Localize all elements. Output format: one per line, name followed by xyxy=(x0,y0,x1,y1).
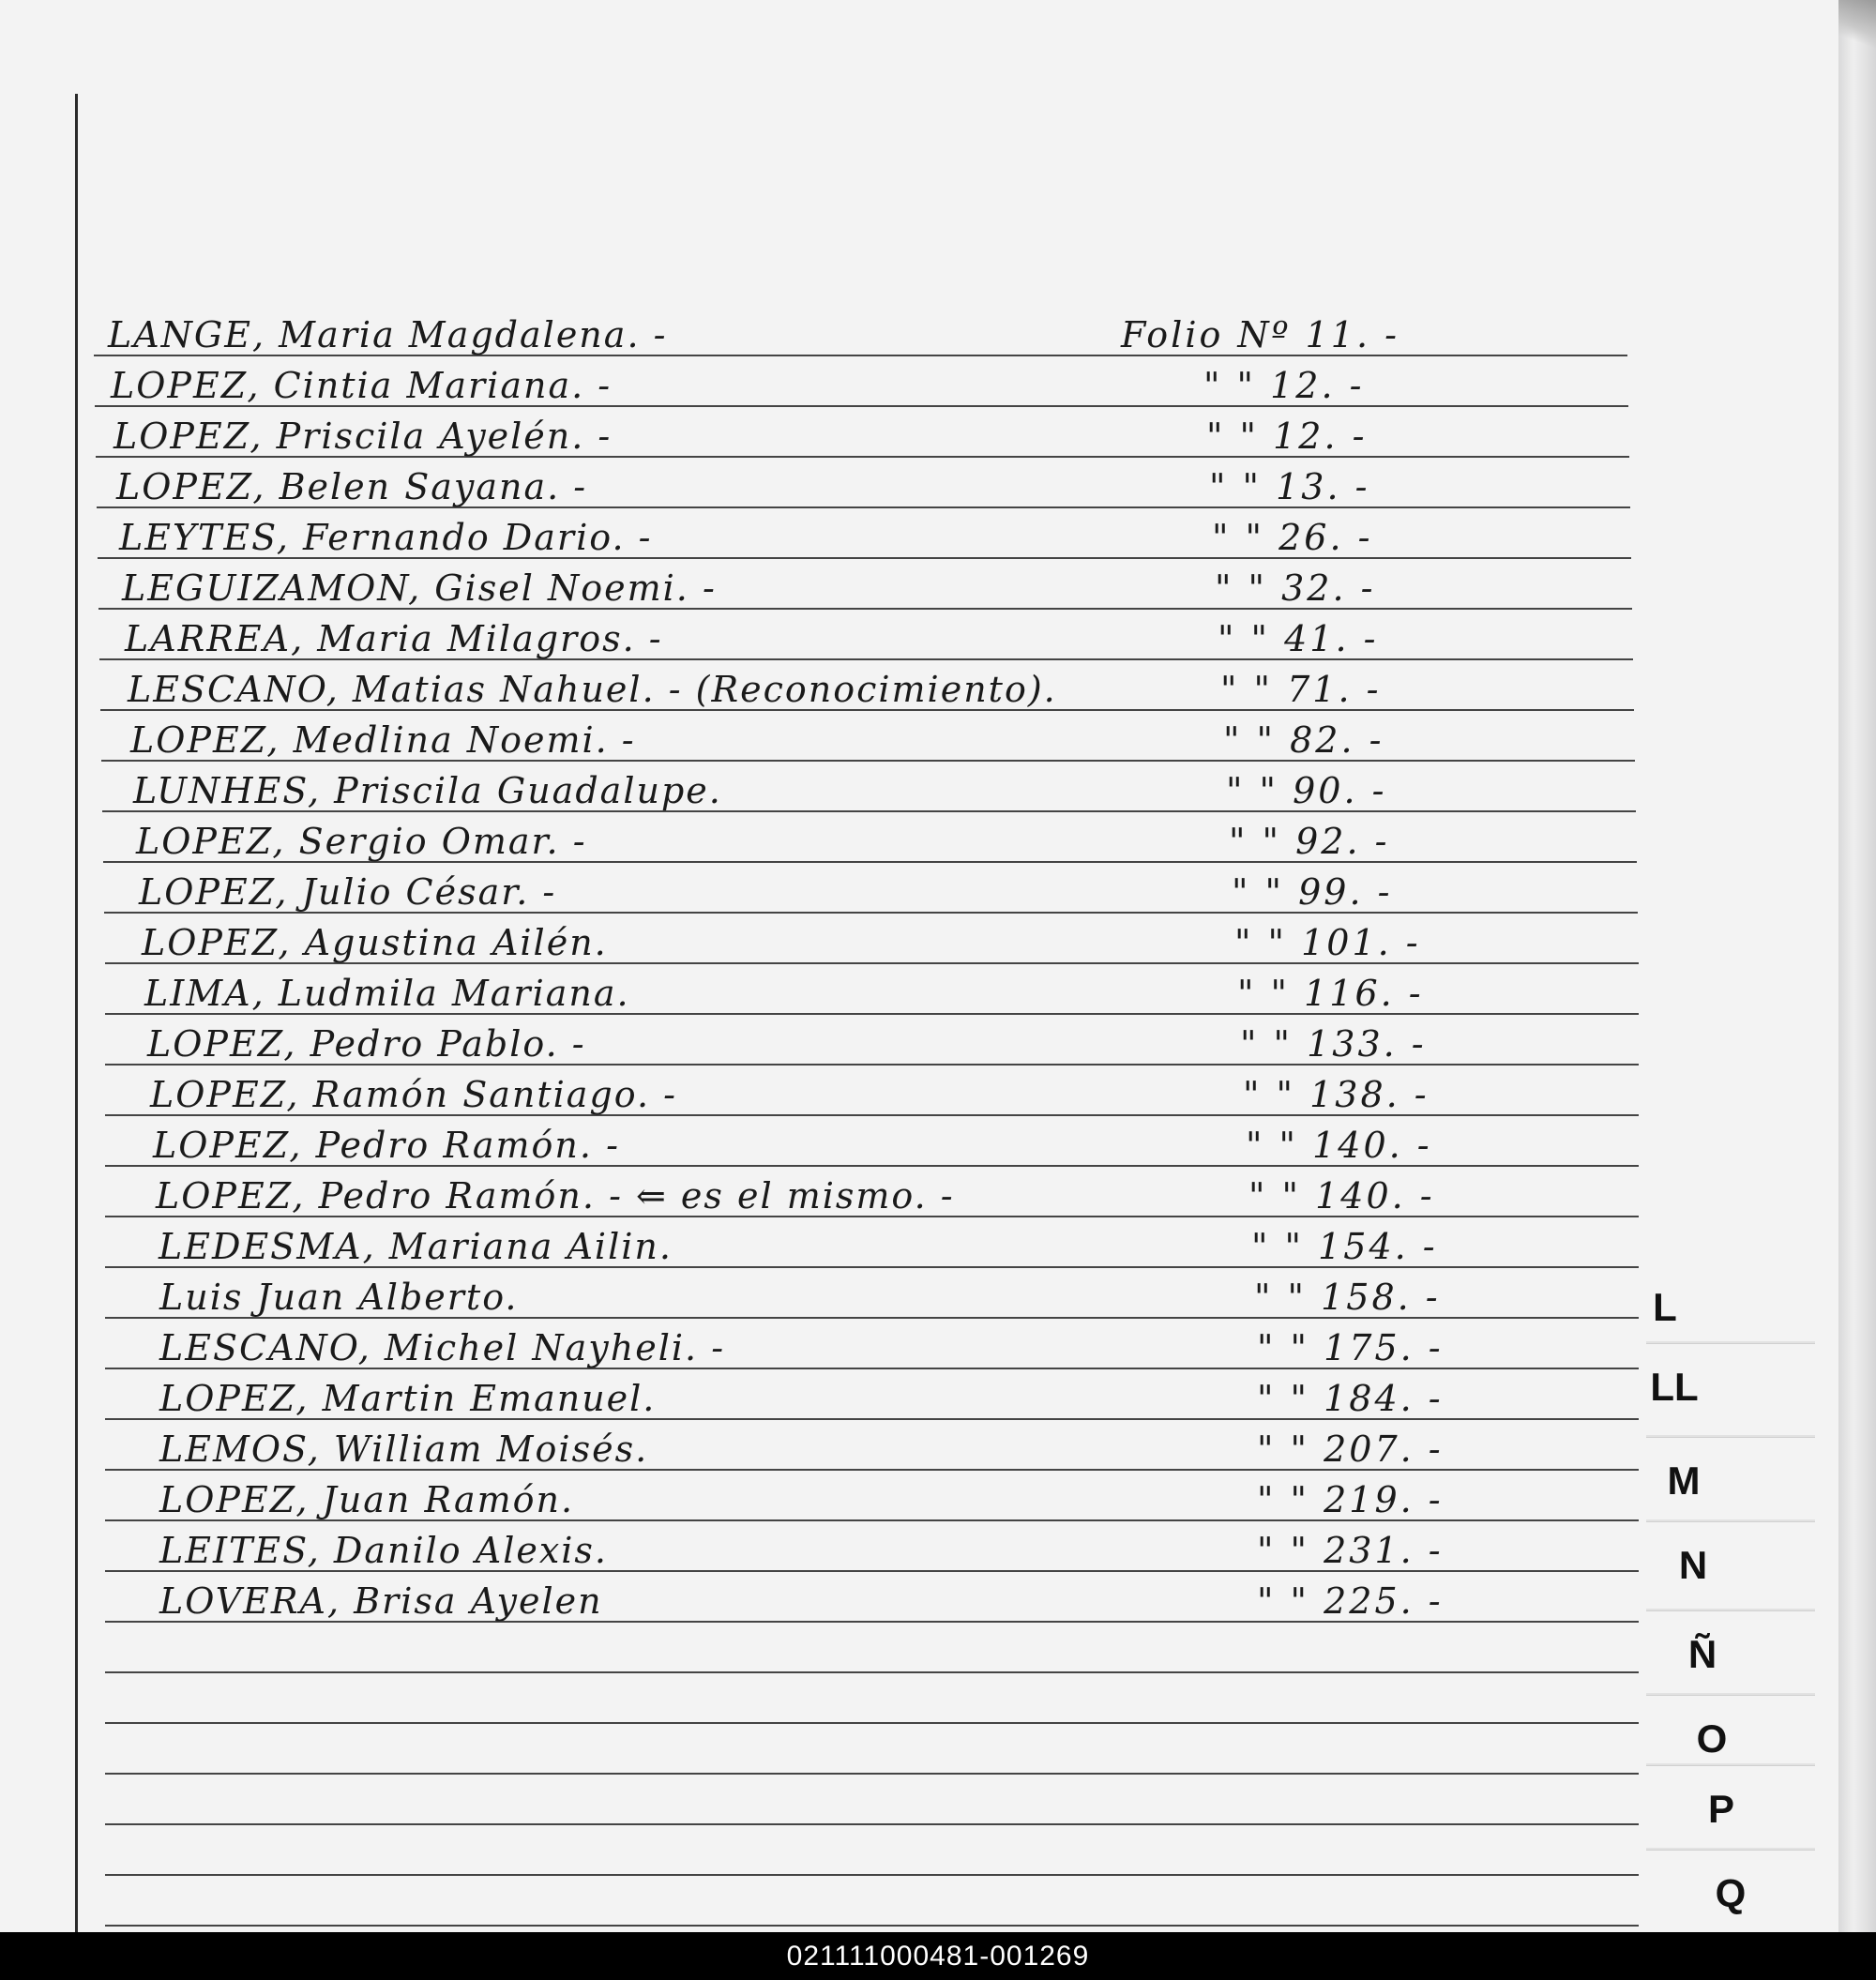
entry-name: LOPEZ, Cintia Mariana. - xyxy=(111,365,613,406)
ruled-line xyxy=(105,1823,1639,1825)
entry-folio: " " 101. - xyxy=(1234,922,1421,963)
entry-folio: " " 99. - xyxy=(1232,871,1393,913)
entry-folio: " " 32. - xyxy=(1215,567,1376,609)
entry-folio: " " 138. - xyxy=(1243,1074,1430,1115)
entry-folio: " " 158. - xyxy=(1254,1277,1441,1318)
page-corner xyxy=(1838,0,1876,56)
ruled-line xyxy=(105,1874,1639,1876)
entry-name: LEYTES, Fernando Dario. - xyxy=(119,517,653,558)
entry-name: LOPEZ, Medlina Noemi. - xyxy=(130,719,636,761)
entry-name: LOPEZ, Pedro Ramón. - ⇐ es el mismo. - xyxy=(156,1175,955,1217)
entry-folio: " " 90. - xyxy=(1226,770,1387,811)
tab-divider xyxy=(1646,1693,1815,1695)
entry-name: LANGE, Maria Magdalena. - xyxy=(108,314,668,355)
entry-folio: " " 12. - xyxy=(1206,416,1368,457)
entry-name: LOPEZ, Ramón Santiago. - xyxy=(150,1074,677,1115)
entry-folio: " " 140. - xyxy=(1248,1175,1435,1217)
ruled-line xyxy=(105,1671,1639,1673)
entry-name: LARREA, Maria Milagros. - xyxy=(125,618,663,659)
index-tab-letter: O xyxy=(1696,1716,1728,1761)
index-tab-letter: L xyxy=(1653,1285,1677,1329)
index-tab-letter: Q xyxy=(1715,1871,1747,1915)
entry-folio: " " 41. - xyxy=(1218,618,1379,659)
entry-name: LESCANO, Michel Nayheli. - xyxy=(159,1327,726,1368)
entry-name: LOPEZ, Julio César. - xyxy=(139,871,557,913)
entry-folio: " " 133. - xyxy=(1240,1023,1427,1065)
entry-name: LOPEZ, Martin Emanuel. xyxy=(159,1378,657,1419)
entry-folio: " " 225. - xyxy=(1257,1580,1444,1622)
tab-divider xyxy=(1646,1763,1815,1765)
entry-folio: " " 116. - xyxy=(1237,973,1424,1014)
ruled-line xyxy=(105,1722,1639,1724)
entry-name: LOVERA, Brisa Ayelen xyxy=(159,1580,603,1622)
entry-name: LOPEZ, Priscila Ayelén. - xyxy=(113,416,613,457)
tab-divider xyxy=(1646,1848,1815,1850)
entry-name: LEDESMA, Mariana Ailin. xyxy=(159,1226,673,1267)
entry-folio: " " 175. - xyxy=(1257,1327,1444,1368)
index-tab-letter: P xyxy=(1707,1787,1734,1831)
entry-name: LEMOS, William Moisés. xyxy=(159,1428,649,1470)
entry-name: LOPEZ, Pedro Ramón. - xyxy=(153,1125,620,1166)
footer-code: 021111000481-001269 xyxy=(0,1932,1876,1980)
entry-name: LOPEZ, Agustina Ailén. xyxy=(142,922,608,963)
entry-folio: " " 92. - xyxy=(1229,821,1390,862)
entry-name: LOPEZ, Belen Sayana. - xyxy=(116,466,588,507)
entry-folio: " " 219. - xyxy=(1257,1479,1444,1520)
index-tab-letter: Ñ xyxy=(1687,1632,1717,1676)
entry-folio: " " 71. - xyxy=(1220,669,1382,710)
margin-line xyxy=(75,94,78,1932)
ruled-line xyxy=(105,1773,1639,1775)
entry-name: LESCANO, Matias Nahuel. - (Reconocimiento). xyxy=(128,669,1057,710)
entry-folio: " " 231. - xyxy=(1257,1530,1444,1571)
tab-divider xyxy=(1646,1609,1815,1610)
index-tab-letter: M xyxy=(1667,1459,1701,1503)
entry-name: LUNHES, Priscila Guadalupe. xyxy=(133,770,722,811)
tab-divider xyxy=(1646,1341,1815,1343)
entry-folio: " " 140. - xyxy=(1246,1125,1432,1166)
tab-divider xyxy=(1646,1519,1815,1521)
tab-divider xyxy=(1646,1435,1815,1437)
entry-name: Luis Juan Alberto. xyxy=(159,1277,519,1318)
entry-folio: " " 13. - xyxy=(1209,466,1370,507)
entry-folio: " " 154. - xyxy=(1251,1226,1438,1267)
entry-name: LEGUIZAMON, Gisel Noemi. - xyxy=(122,567,717,609)
index-tab-letter: LL xyxy=(1650,1365,1699,1409)
entry-name: LIMA, Ludmila Mariana. xyxy=(144,973,630,1014)
entry-folio: " " 184. - xyxy=(1257,1378,1444,1419)
entry-name: LOPEZ, Juan Ramón. xyxy=(159,1479,575,1520)
entry-name: LOPEZ, Pedro Pablo. - xyxy=(147,1023,586,1065)
ruled-line xyxy=(105,1925,1639,1927)
entry-folio: " " 12. - xyxy=(1203,365,1365,406)
entry-folio: Folio Nº 11. - xyxy=(1121,314,1399,355)
page-edge xyxy=(1838,0,1876,1932)
entry-folio: " " 26. - xyxy=(1212,517,1373,558)
index-tab-letter: N xyxy=(1678,1543,1708,1587)
entry-name: LOPEZ, Sergio Omar. - xyxy=(136,821,587,862)
entry-folio: " " 207. - xyxy=(1257,1428,1444,1470)
entry-folio: " " 82. - xyxy=(1223,719,1384,761)
entry-name: LEITES, Danilo Alexis. xyxy=(159,1530,609,1571)
